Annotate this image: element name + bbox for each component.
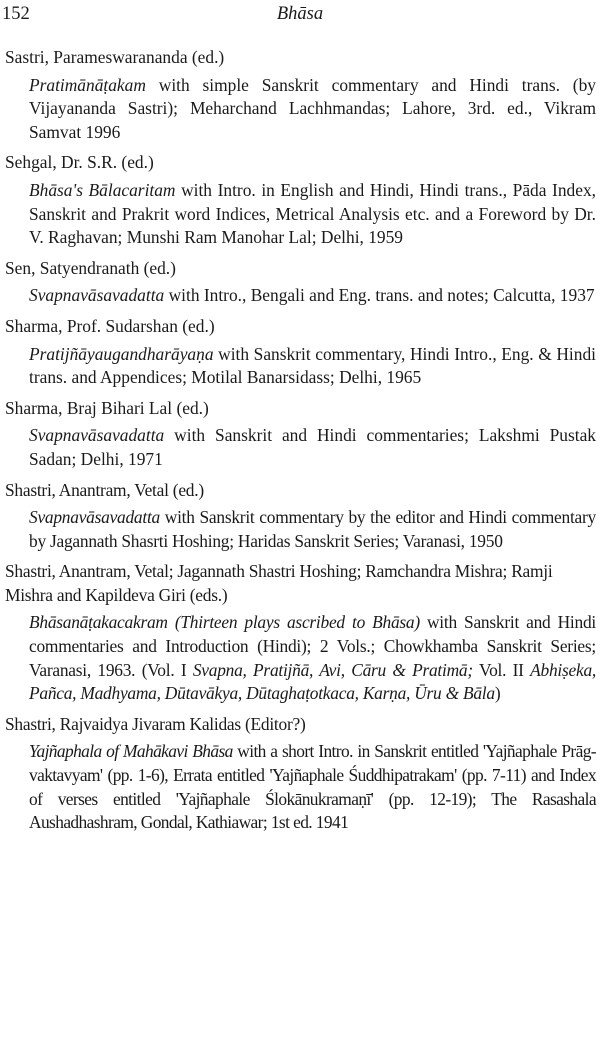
- bibliography-entry: [5, 560, 596, 706]
- entry-title: Bhāsa's Bālacaritam: [29, 179, 176, 200]
- bibliography-entry: [5, 397, 596, 472]
- entry-title: Svapnavāsavadatta: [29, 285, 165, 306]
- entry-title: Pratimānāṭakam: [29, 74, 146, 95]
- bibliography-entry: [5, 46, 596, 144]
- entry-author: Shastri, Anantram, Vetal (ed.): [5, 479, 204, 500]
- running-title: Bhāsa: [276, 4, 324, 24]
- entry-author: Sen, Satyendranath (ed.): [5, 257, 176, 278]
- entry-description: [29, 611, 596, 705]
- entry-title: Svapnavāsavadatta: [29, 507, 160, 528]
- bibliography-entry: [5, 151, 596, 249]
- entry-title: Svapnavāsavadatta: [29, 425, 165, 446]
- entry-description: [29, 284, 596, 308]
- entry-text: with Intro. in English and Hindi, Hindi trans., Pāda Index, Sanskrit and Prakrit word Indices, Metrical Analysis etc. and a Foreword by Dr. V. Raghavan; Munshi Ram Manohar Lal; Delhi, 1959: [29, 179, 596, 248]
- entry-title: Pratijñāyaugandharāyaṇa: [29, 343, 214, 364]
- entry-text: with a short Intro. in Sanskrit entitled 'Yajñaphale Prāg-vaktavyam' (pp. 1-6), Errata entitled 'Yajñaphale Śuddhipatrakam' (pp. 7-11) and Index of verses entitled 'Yajñaphale Ślokānukramaṇī' (pp. 12-19); The Rasashala Aushadhashram, Gondal, Kathiawar; 1st ed. 1941: [29, 741, 596, 833]
- bibliography-list: [5, 46, 596, 842]
- entry-author: Shastri, Anantram, Vetal; Jagannath Shastri Hoshing; Ramchandra Mishra; Ramji Mishra and Kapildeva Giri (eds.): [5, 561, 553, 605]
- bibliography-entry: [5, 479, 596, 554]
- entry-text: Vol. II: [472, 659, 531, 680]
- entry-text: ): [494, 683, 501, 704]
- entry-author: Sastri, Parameswarananda (ed.): [5, 47, 225, 67]
- entry-title: Bhāsanāṭakacakram (Thirteen plays ascribed to Bhāsa): [29, 612, 420, 633]
- entry-author: Sehgal, Dr. S.R. (ed.): [5, 152, 154, 173]
- page-number: 152: [2, 4, 30, 24]
- entry-text: with simple Sanskrit commentary and Hindi trans. (by Vijayananda Sastri); Meharchand Lachhmandas; Lahore, 3rd. ed., Vikram Samvat 1996: [29, 74, 596, 142]
- bibliography-entry: [5, 257, 596, 308]
- entry-author: Sharma, Braj Bihari Lal (ed.): [5, 397, 209, 418]
- entry-text: with Intro., Bengali and Eng. trans. and notes; Calcutta, 1937: [164, 285, 595, 306]
- entry-description: [29, 74, 596, 145]
- entry-text: with Sanskrit and Hindi commentaries; Lakshmi Pustak Sadan; Delhi, 1971: [29, 425, 596, 469]
- entry-volume-contents: Svapna, Pratijñā, Avi, Cāru & Pratimā;: [192, 659, 473, 680]
- entry-text: with Sanskrit commentary, Hindi Intro., Eng. & Hindi trans. and Appendices; Motilal Banarsidass; Delhi, 1965: [29, 343, 596, 388]
- entry-author: Shastri, Rajvaidya Jivaram Kalidas (Editor?): [5, 713, 306, 734]
- entry-title: Yajñaphala of Mahākavi Bhāsa: [29, 741, 233, 762]
- entry-description: [29, 179, 596, 250]
- bibliography-entry: [5, 315, 596, 390]
- entry-description: [29, 343, 596, 390]
- page-header: [2, 4, 598, 30]
- entry-volume-contents: Abhiṣeka, Pañca, Madhyama, Dūtavākya, Dūtaghaṭotkaca, Karṇa, Ūru & Bāla: [29, 659, 596, 704]
- entry-text: with Sanskrit commentary by the editor and Hindi commentary by Jagannath Shasrti Hoshing; Haridas Sanskrit Series; Varanasi, 1950: [29, 507, 596, 551]
- entry-description: [29, 740, 596, 834]
- entry-description: [29, 506, 596, 553]
- entry-author: Sharma, Prof. Sudarshan (ed.): [5, 315, 215, 336]
- bibliography-entry: [5, 713, 596, 835]
- entry-text: with Sanskrit and Hindi commentaries and Introduction (Hindi); 2 Vols.; Chowkhamba Sanskrit Series; Varanasi, 1963. (Vol. I: [29, 612, 596, 680]
- entry-description: [29, 424, 596, 471]
